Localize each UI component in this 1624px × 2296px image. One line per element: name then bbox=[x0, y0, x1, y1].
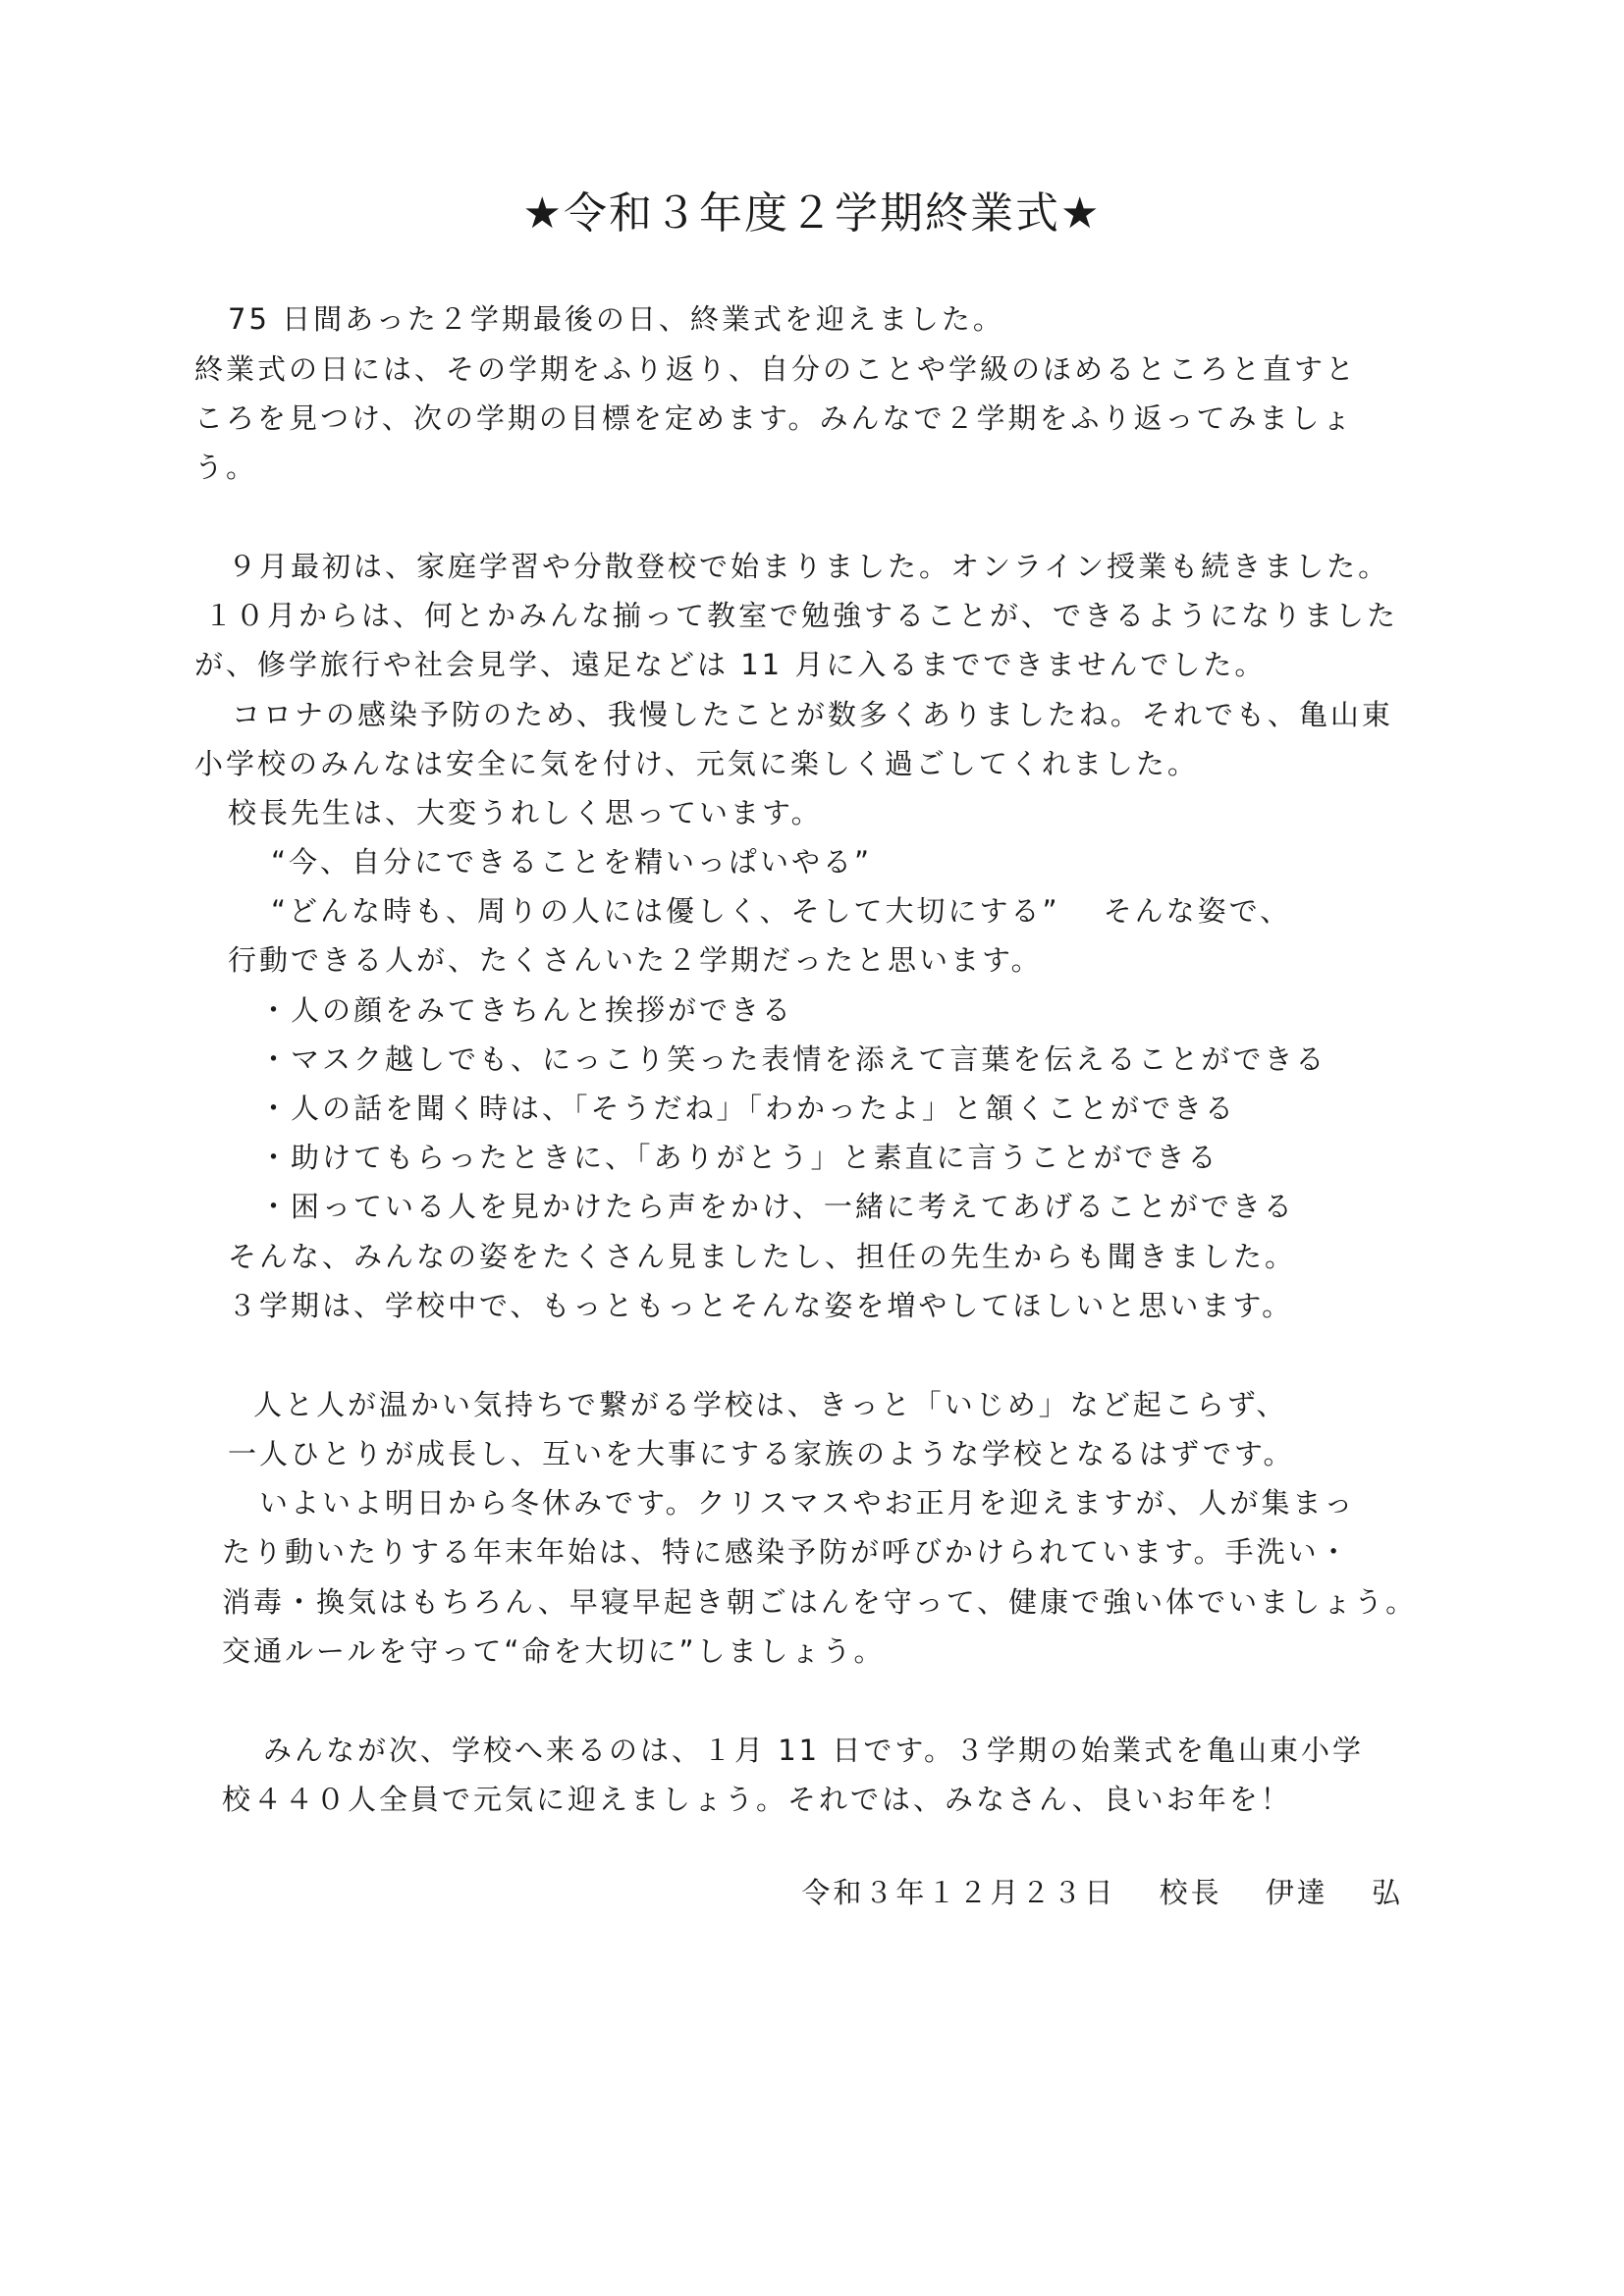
text-line: ３学期は、学校中で、もっともっとそんな姿を増やしてほしいと思います。 bbox=[228, 1289, 1294, 1322]
text-line: 校長先生は、大変うれしく思っています。 bbox=[228, 796, 823, 829]
bullet-item: ・人の話を聞く時は、「そうだね」「わかったよ」と頷くことができる bbox=[259, 1092, 1237, 1125]
text-line: が、修学旅行や社会見学、遠足などは 11 月に入るまでできませんでした。 bbox=[194, 648, 1267, 681]
text-line: う。 bbox=[194, 451, 258, 484]
text-line: 消毒・換気はもちろん、早寝早起き朝ごはんを守って、健康で強い体でいましょう。 bbox=[222, 1585, 1418, 1619]
text-line: 行動できる人が、たくさんいた２学期だったと思います。 bbox=[228, 943, 1043, 977]
bullet-item: ・困っている人を見かけたら声をかけ、一緒に考えてあげることができる bbox=[259, 1190, 1295, 1223]
quote-line: “どんな時も、周りの人には優しく、そして大切にする” そんな姿で、 bbox=[271, 894, 1292, 928]
text-line: 校４４０人全員で元気に迎えましょう。それでは、みなさん、良いお年を！ bbox=[222, 1783, 1292, 1816]
text-line: みんなが次、学校へ来るのは、１月 11 日です。３学期の始業式を亀山東小学 bbox=[263, 1734, 1365, 1767]
text-line: 小学校のみんなは安全に気を付け、元気に楽しく過ごしてくれました。 bbox=[194, 747, 1199, 780]
document-title: ★令和３年度２学期終業式★ bbox=[522, 188, 1102, 239]
text-line: いよいよ明日から冬休みです。クリスマスやお正月を迎えますが、人が集まっ bbox=[259, 1486, 1356, 1520]
text-line: 交通ルールを守って“命を大切に”しましょう。 bbox=[222, 1634, 886, 1668]
text-line: コロナの感染予防のため、我慢したことが数多くありましたね。それでも、亀山東 bbox=[232, 698, 1393, 731]
text-line: たり動いたりする年末年始は、特に感染予防が呼びかけられています。手洗い・ bbox=[222, 1535, 1351, 1569]
text-line: そんな、みんなの姿をたくさん見ましたし、担任の先生からも聞きました。 bbox=[228, 1240, 1297, 1273]
bullet-item: ・助けてもらったときに、「ありがとう」と素直に言うことができる bbox=[259, 1141, 1219, 1174]
text-line: 一人ひとりが成長し、互いを大事にする家族のような学校となるはずです。 bbox=[228, 1437, 1295, 1470]
signature-line: 令和３年１２月２３日 校長 伊達 弘 bbox=[801, 1876, 1403, 1909]
bullet-item: ・人の顔をみてきちんと挨拶ができる bbox=[259, 993, 794, 1027]
text-line: 終業式の日には、その学期をふり返り、自分のことや学級のほめるところと直すと bbox=[194, 352, 1358, 386]
text-line: 75 日間あった２学期最後の日、終業式を迎えました。 bbox=[228, 302, 1004, 336]
text-line: 人と人が温かい気持ちで繋がる学校は、きっと「いじめ」など起こらず、 bbox=[253, 1388, 1288, 1421]
text-line: ９月最初は、家庭学習や分散登校で始まりました。オンライン授業も続きました。 bbox=[228, 550, 1390, 583]
text-line: １０月からは、何とかみんな揃って教室で勉強することが、できるようになりました bbox=[204, 599, 1399, 632]
quote-line: “今、自分にできることを精いっぱいやる” bbox=[271, 845, 873, 879]
text-line: ころを見つけ、次の学期の目標を定めます。みんなで２学期をふり返ってみましょ bbox=[194, 401, 1354, 435]
bullet-item: ・マスク越しでも、にっこり笑った表情を添えて言葉を伝えることができる bbox=[259, 1042, 1327, 1076]
